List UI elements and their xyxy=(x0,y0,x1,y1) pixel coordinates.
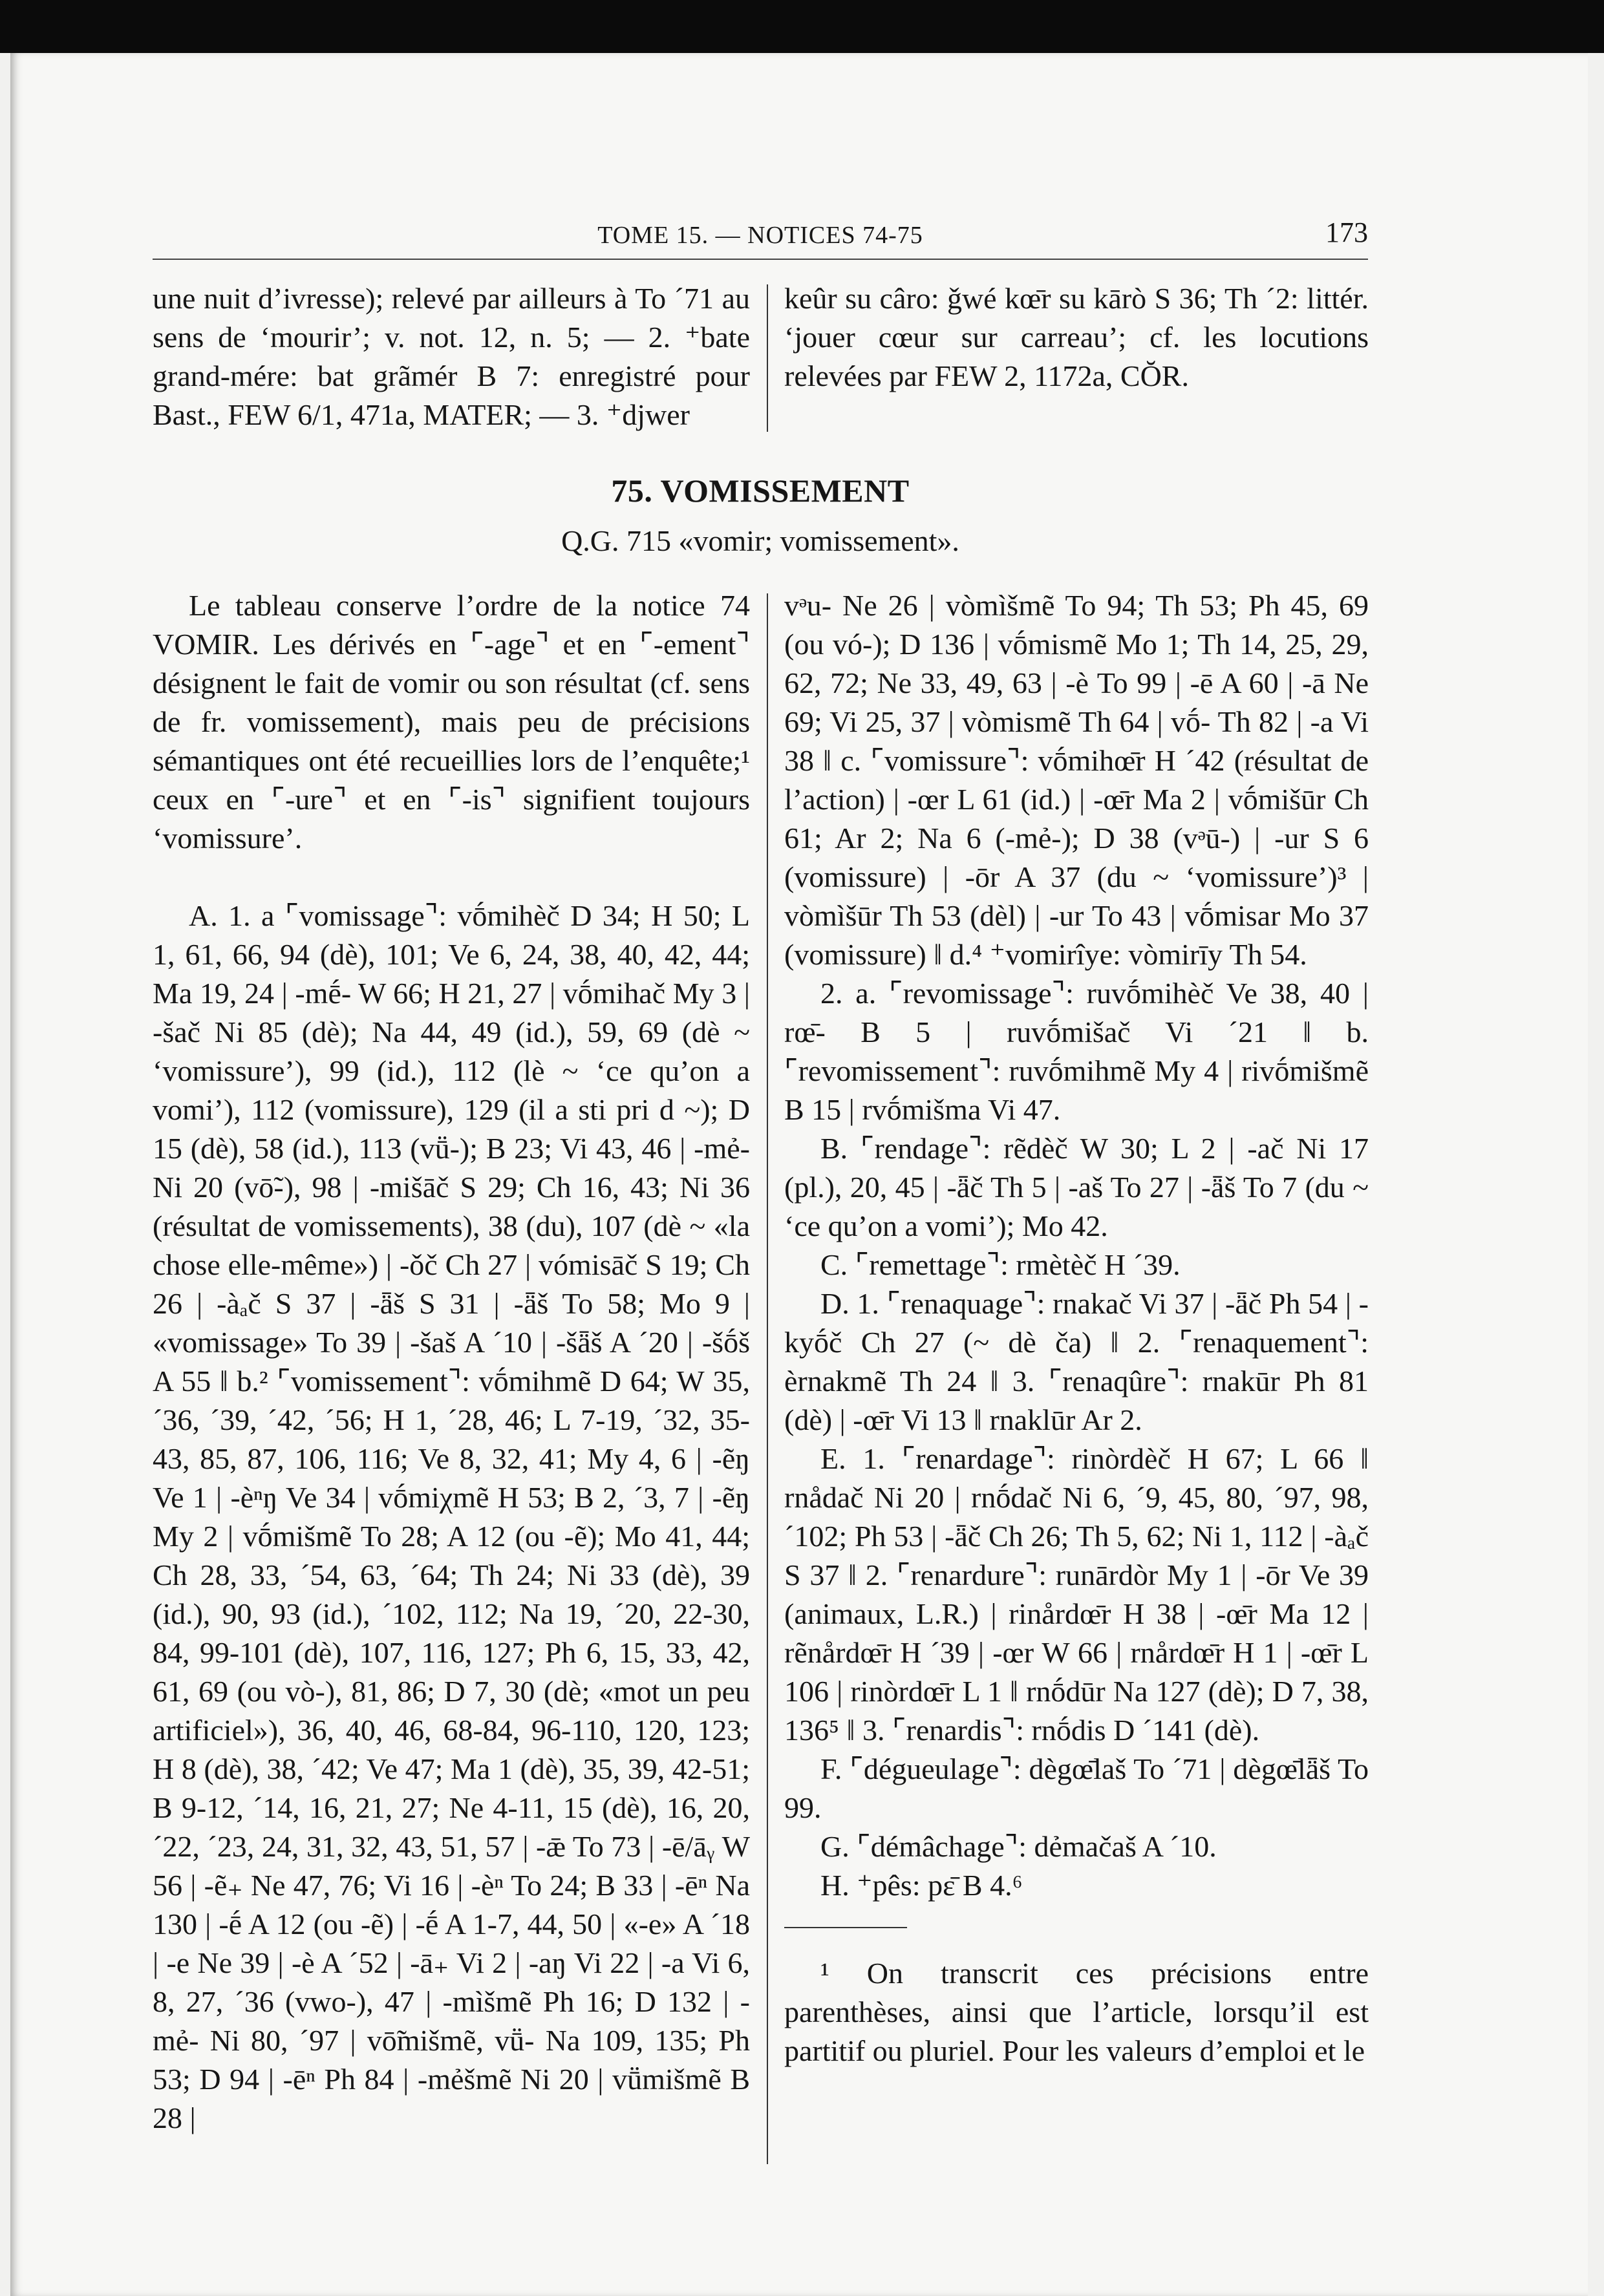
continued-text-left xyxy=(153,279,750,434)
entry-paragraph: 2. a. ⌜revomissage⌝: ruvṓmihèč Ve 38, 40 | rœ̄- B 5 | ruvṓmišač Vi ´21 ‖ b. ⌜revomissement⌝: ruvṓmihmẽ My 4 | rivṓmišmẽ B 15 | rvṓmišma Vi 47. xyxy=(784,977,1369,1126)
entry-paragraph: F. ⌜dégueulage⌝: dègœ̄laš To ´71 | dègœ̄lǟš To 99. xyxy=(784,1752,1369,1824)
entry-paragraph: G. ⌜démâchage⌝: dẻmačaš A ´10. xyxy=(820,1830,1217,1863)
left-column xyxy=(153,586,750,2138)
running-title: TOME 15. — NOTICES 74-75 xyxy=(597,222,923,249)
intro-paragraph: Le tableau conserve l’ordre de la notice 74 VOMIR. Les dérivés en ⌜-age⌝ et en ⌜-ement⌝ désignent le fait de vomir ou son résultat (cf. sens de fr. vomissement), mais peu de précisions sémantiques ont été recueillies lors de l’enquête;¹ ceux en ⌜-ure⌝ et en ⌜-is⌝ signifient toujours ‘vomissure’. xyxy=(153,589,750,855)
footnote: ¹ On transcrit ces précisions entre parenthèses, ainsi que l’article, lorsqu’il est partitif ou pluriel. Pour les valeurs d’emploi et le xyxy=(784,1957,1369,2067)
column-divider xyxy=(767,593,768,2164)
entry-paragraph: H. ⁺pês: pɛ̄ B 4.⁶ xyxy=(820,1869,1023,1902)
entry-paragraph: C. ⌜remettage⌝: rmètèč H ´39. xyxy=(820,1248,1181,1281)
scan-top-border xyxy=(0,0,1604,53)
entry-paragraph: vᵊu- Ne 26 | vòmìšmẽ To 94; Th 53; Ph 45, 69 (ou vó-); D 136 | vṓmismẽ Mo 1; Th 14, 25, 29, 62, 72; Ne 33, 49, 63 | -è To 99 | -ē A 60 | -ā Ne 69; Vi 25, 37 | vòmismẽ Th 64 | vṓ- Th 82 | -a Vi 38 ‖ c. ⌜vomissure⌝: vṓmihœ̄r H ´42 (résultat de l’action) | -œr L 61 (id.) | -œ̄r Ma 2 | vṓmišūr Ch 61; Ar 2; Na 6 (-mẻ-); D 38 (vᵊū-) | -ur S 6 (vomissure) | -ōr A 37 (du ~ ‘vomissure’)³ | vòmìšūr Th 53 (dèl) | -ur To 43 | vṓmisar Mo 37 (vomissure) ‖ d.⁴ ⁺vomirîye: vòmirīy Th 54. xyxy=(784,589,1369,971)
paragraph: keûr su câro: ǧwé kœ̄r su kārò S 36; Th ´2: littér. ‘jouer cœur sur carreau’; cf. les locutions relevées par FEW 2, 1172a, CŎR. xyxy=(784,282,1369,392)
entry-paragraph: E. 1. ⌜renardage⌝: rinòrdèč H 67; L 66 ‖ rnådač Ni 20 | rnṓdač Ni 6, ´9, 45, 80, ´97, 98, ´102; Ph 53 | -ǟč Ch 26; Th 5, 62; Ni 1, 112 | -àₐč S 37 ‖ 2. ⌜renardure⌝: runārdòr My 1 | -ōr Ve 39 (animaux, L.R.) | rinårdœ̄r H 38 | -œ̄r Ma 12 | rẽnårdœ̄r H ´39 | -œr W 66 | rnårdœ̄r H 1 | -œ̄r L 106 | rinòrdœ̄r L 1 ‖ rnṓdūr Na 127 (dè); D 7, 38, 136⁵ ‖ 3. ⌜renardis⌝: rnṓdis D ´141 (dè). xyxy=(784,1442,1369,1747)
footnote-rule xyxy=(784,1927,907,1928)
entry-paragraph: A. 1. a ⌜vomissage⌝: vṓmihèč D 34; H 50; L 1, 61, 66, 94 (dè), 101; Ve 6, 24, 38, 40, 42, 44; Ma 19, 24 | -mḗ- W 66; H 21, 27 | vṓmihač My 3 | -šač Ni 85 (dè); Na 44, 49 (id.), 59, 69 (dè ~ ‘vomissure’), 99 (id.), 112 (lè ~ ‘ce qu’on a vomi’), 112 (vomissure), 129 (il a sti pri d ~); D 15 (dè), 58 (id.), 113 (vṻ-); B 23; Vi 43, 46 | -mẻ- Ni 20 (vō̃-), 98 | -mišāč S 29; Ch 16, 43; Ni 36 (résultat de vomissements), 38 (du), 107 (dè ~ «la chose elle-même») | -ǒč Ch 27 | vómisāč S 19; Ch 26 | -àₐč S 37 | -ǟš S 31 | -ǟš To 58; Mo 9 | «vomissage» To 39 | -šaš A ´10 | -šǟš A ´20 | -šṓš A 55 ‖ b.² ⌜vomissement⌝: vṓmihmẽ D 64; W 35, ´36, ´39, ´42, ´56; H 1, ´28, 46; L 7-19, ´32, 35-43, 85, 87, 106, 116; Ve 8, 32, 41; My 4, 6 | -ẽŋ Ve 1 | -èⁿŋ Ve 34 | vṓmiχmẽ H 53; B 2, ´3, 7 | -ẽŋ My 2 | vṓmišmẽ To 28; A 12 (ou -ẽ); Mo 41, 44; Ch 28, 33, ´54, 63, ´64; Th 24; Ni 33 (dè), 39 (id.), 90, 93 (id.), ´102, 112; Na 19, ´20, 22-30, 84, 99-101 (dè), 107, 116, 127; Ph 6, 15, 33, 42, 61, 69 (ou vò-), 81, 86; D 7, 30 (dè; «mot un peu artificiel»), 36, 40, 46, 68-84, 96-110, 120, 123; H 8 (dè), 38, ´42; Ve 47; Ma 1 (dè), 35, 39, 42-51; B 9-12, ´14, 16, 21, 27; Ne 4-11, 15 (dè), 16, 20, ´22, ´23, 24, 31, 32, 43, 51, 57 | -ǣ To 73 | -ē/āᵧ W 56 | -ẽ₊ Ne 47, 76; Vi 16 | -èⁿ To 24; B 33 | -ēⁿ Na 130 | -ḗ A 12 (ou -ẽ) | -ḗ A 1-7, 44, 50 | «-e» A ´18 | -e Ne 39 | -è A ´52 | -ā₊ Vi 2 | -aŋ Vi 22 | -a Vi 6, 8, 27, ´36 (vwo-), 47 | -mìšmẽ Ph 16; D 132 | -mẻ- Ni 80, ´97 | vō̃mišmẽ, vṻ- Na 109, 135; Ph 53; D 94 | -ēⁿ Ph 84 | -mẻšmẽ Ni 20 | vṻmišmẽ B 28 | xyxy=(153,899,750,2134)
paragraph: une nuit d’ivresse); relevé par ailleurs à To ´71 au sens de ‘mourir’; v. not. 12, n. 5; — 2. ⁺bate grand-mére: bat grãmér B 7: enregistré pour Bast., FEW 6/1, 471a, MATER; — 3. ⁺djwer xyxy=(153,282,750,431)
entry-paragraph: D. 1. ⌜renaquage⌝: rnakač Vi 37 | -ǟč Ph 54 | -kyṓč Ch 27 (~ dè ča) ‖ 2. ⌜renaquement⌝: èrnakmẽ Th 24 ‖ 3. ⌜renaqûre⌝: rnakūr Ph 81 (dè) | -œ̄r Vi 13 ‖ rnaklūr Ar 2. xyxy=(784,1287,1369,1436)
paragraph-gap xyxy=(153,858,750,897)
entry-paragraph: B. ⌜rendage⌝: rẽdèč W 30; L 2 | -ač Ni 17 (pl.), 20, 45 | -ǟč Th 5 | -aš To 27 | -ǟš To 7 (du ~ ‘ce qu’on a vomi’); Mo 42. xyxy=(784,1132,1369,1242)
right-column xyxy=(784,586,1369,2070)
column-divider xyxy=(767,284,768,432)
page-number: 173 xyxy=(1325,217,1368,248)
section-subtitle: Q.G. 715 «vomir; vomissement». xyxy=(561,524,959,557)
section-title: 75. VOMISSEMENT xyxy=(611,473,910,509)
continued-text-right xyxy=(784,279,1369,396)
running-head xyxy=(153,212,1368,260)
